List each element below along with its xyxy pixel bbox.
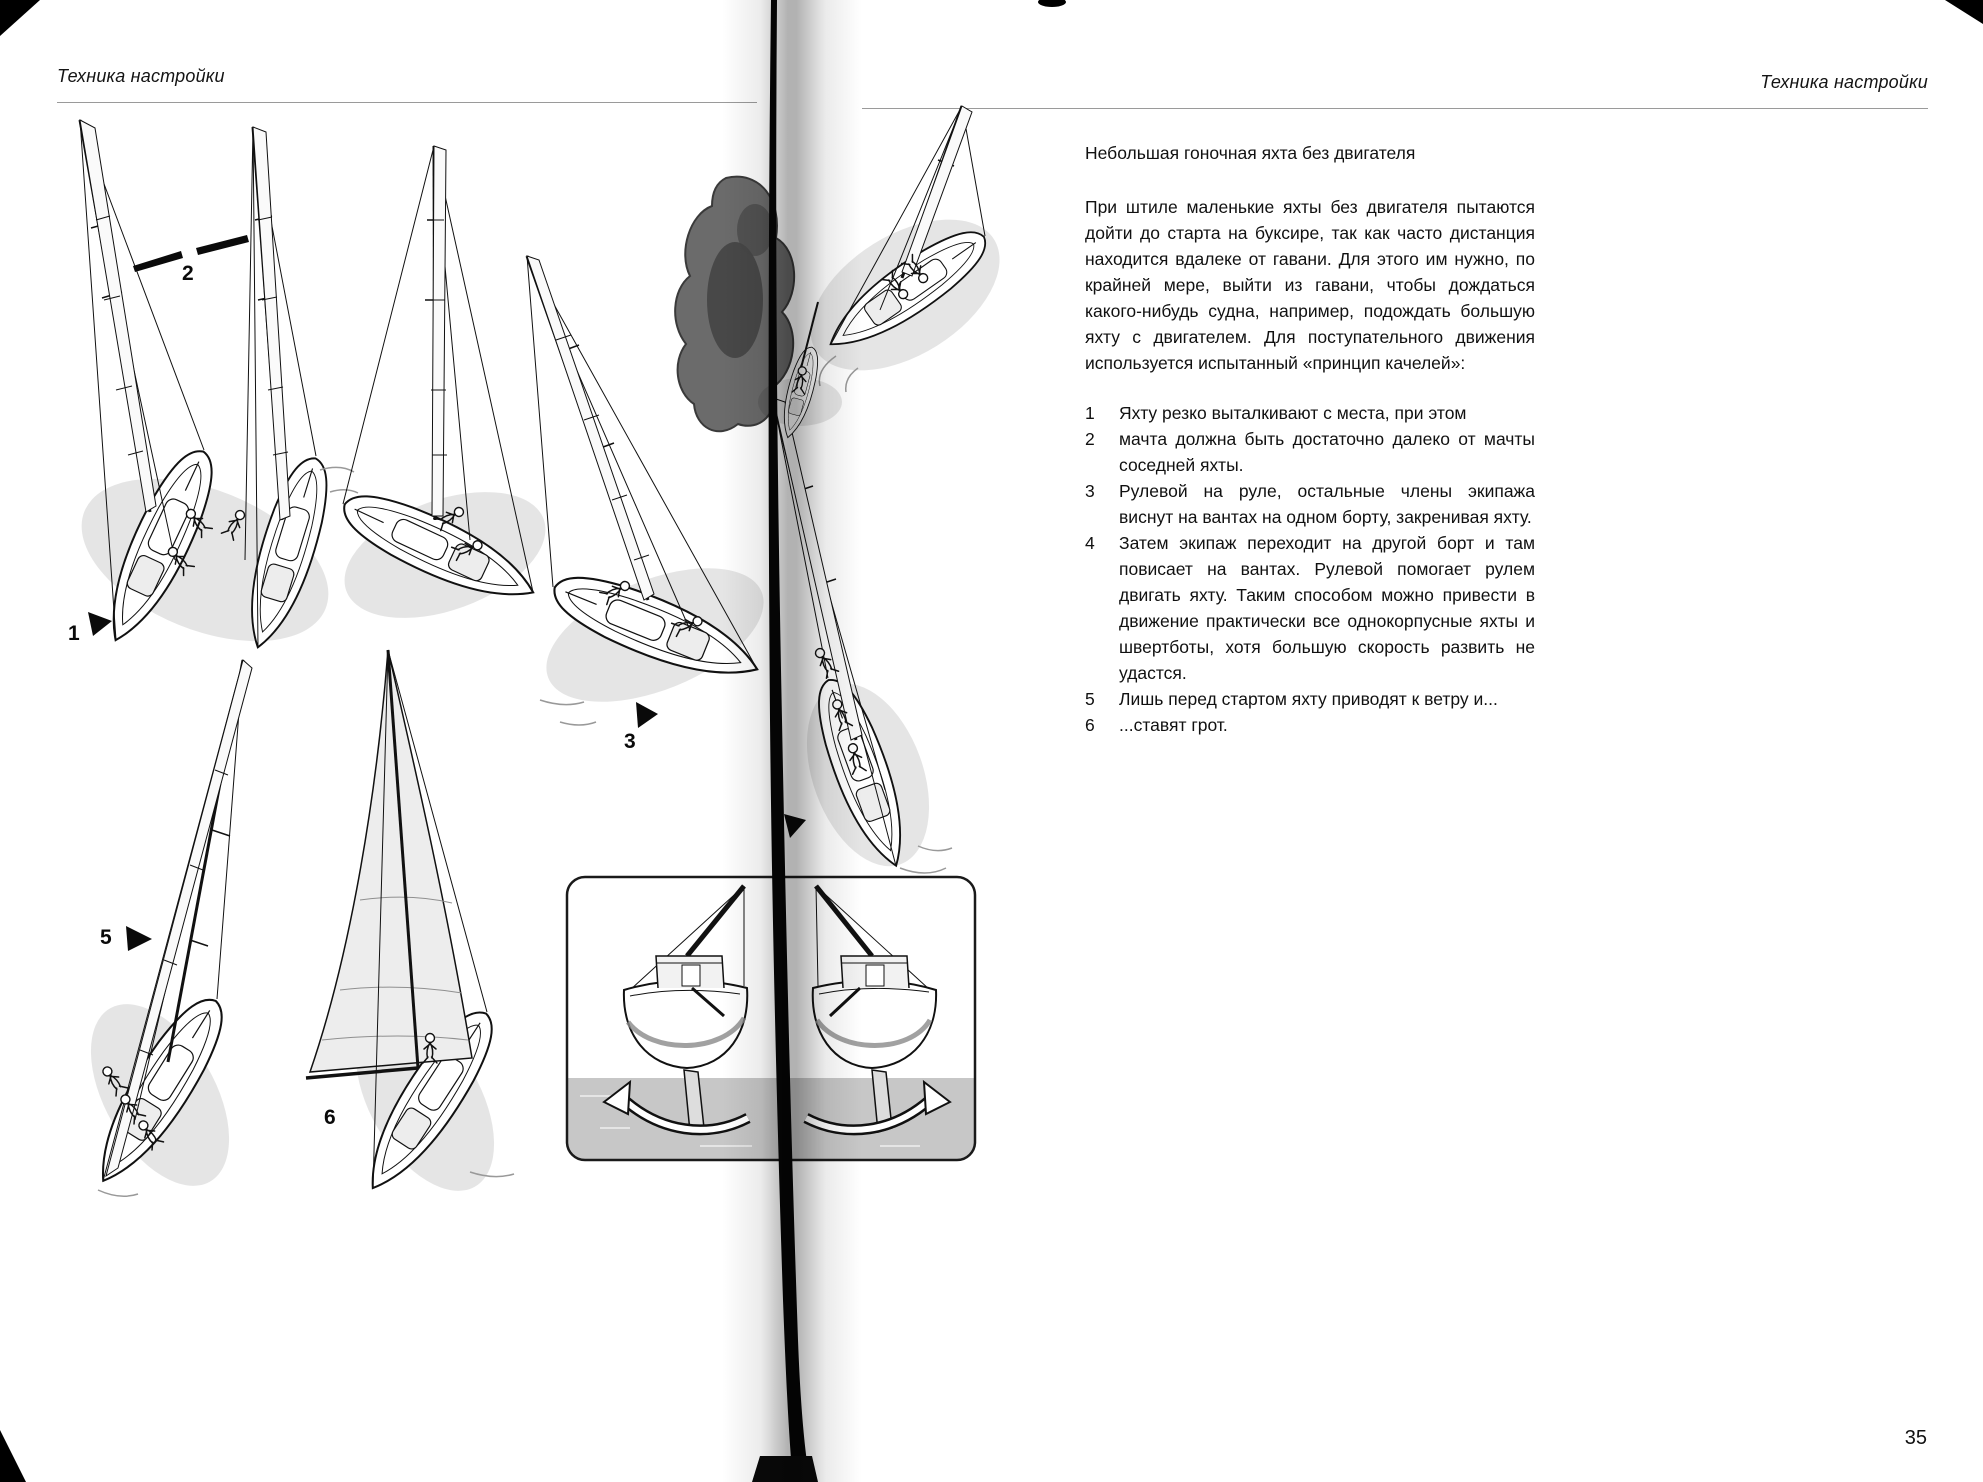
step-text: мачта должна быть достаточно далеко от мачты соседней яхты. xyxy=(1119,429,1535,475)
steps-list xyxy=(1085,400,1535,738)
step-number: 4 xyxy=(1085,533,1095,553)
list-item xyxy=(1085,712,1535,738)
article-title: Небольшая гоночная яхта без двигателя xyxy=(1085,143,1416,163)
left-page-header: Техника настройки xyxy=(57,66,225,86)
article-intro: При штиле маленькие яхты без двигателя пытаются дойти до старта на буксире, так как часто дистанция находится вдалеке от гавани. Для этого им нужно, по крайней мере, выйти из гавани, чтобы дождаться какого-нибудь судна, например, подождать большую яхту с двигателем. Для поступательного движения используется испытанный «принцип качелей»: xyxy=(1085,197,1535,373)
list-item xyxy=(1085,426,1535,478)
list-item xyxy=(1085,686,1535,712)
boat-4-arrow xyxy=(784,814,806,838)
boat-3-label: 3 xyxy=(624,730,636,753)
right-page-header: Техника настройки xyxy=(1760,72,1928,92)
step-number: 6 xyxy=(1085,715,1095,735)
boat-2-label: 2 xyxy=(182,262,194,285)
boat-1-arrow xyxy=(88,612,112,636)
step-text: ...ставят грот. xyxy=(1119,715,1228,735)
page-number: 35 xyxy=(1904,1427,1927,1449)
boat-5-label: 5 xyxy=(100,926,112,949)
list-item xyxy=(1085,400,1535,426)
step-text: Рулевой на руле, остальные члены экипажа виснут на вантах на одном борту, закренивая яхту. xyxy=(1119,481,1535,527)
boat-3-arrow xyxy=(636,702,658,728)
list-item xyxy=(1085,478,1535,530)
step-number: 1 xyxy=(1085,403,1095,423)
step-text: Яхту резко выталкивают с места, при этом xyxy=(1119,403,1467,423)
boat-5-arrow xyxy=(126,926,152,951)
list-item xyxy=(1085,530,1535,686)
step-number: 3 xyxy=(1085,481,1095,501)
article-column xyxy=(1085,140,1535,738)
gutter-smudge-illustration xyxy=(675,177,842,441)
step-number: 2 xyxy=(1085,429,1095,449)
boat-1-label: 1 xyxy=(68,622,80,645)
step-number: 5 xyxy=(1085,689,1095,709)
step-text: Лишь перед стартом яхту приводят к ветру и... xyxy=(1119,689,1498,709)
step-text: Затем экипаж переходит на другой борт и там повисает на вантах. Рулевой помогает рулем двигать яхту. Таким способом можно привести в движение практически все однокорпусные яхты и швертботы, хотя большую скорость развить не удастся. xyxy=(1119,533,1535,683)
boat-6-label: 6 xyxy=(324,1106,336,1129)
inset-figure xyxy=(567,877,975,1160)
